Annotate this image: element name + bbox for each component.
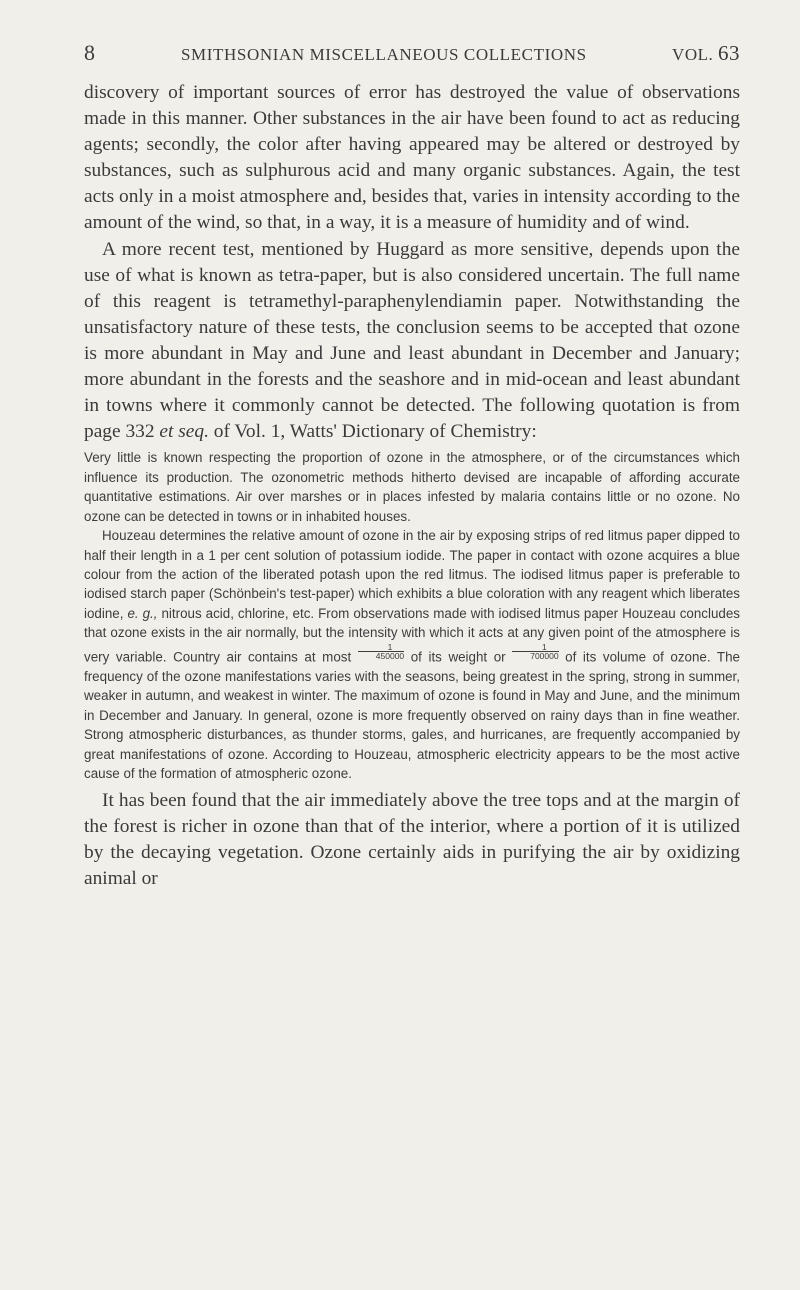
- page-number: 8: [84, 40, 96, 65]
- volume-prefix: VOL.: [672, 45, 714, 64]
- body-paragraph-2: [84, 237, 740, 446]
- fraction-weight: [358, 643, 404, 661]
- paragraph-2-text-a: A more recent test, mentioned by Huggard as more sensitive, depends upon the use of what is known as tetra-paper, but is also considered uncertain. The full name of this reagent is tetramethyl-paraphenylendiamin paper. Notwithstanding the unsatisfactory nature of these tests, the conclusion seems to be accepted that ozone is more abundant in May and June and least abundant in December and January; more abundant in the forests and the seashore and in mid-ocean and least abundant in towns where it commonly cannot be detected. The following quotation is from page 332: [84, 238, 740, 443]
- block-quotation: [84, 448, 740, 783]
- body-paragraph-3: It has been found that the air immediately above the tree tops and at the margin of the forest is richer in ozone than that of the interior, where a portion of it is utilized by the decaying vegetation. Ozone certainly aids in purifying the air by oxidizing animal or: [84, 789, 740, 889]
- quote-2-text-a: Houzeau determines the relative amount of ozone in the air by exposing strips of red litmus paper dipped to half their length in a 1 per cent solution of potassium iodide. The paper in contact with ozone acquires a blue colour from the action of the liberated potash upon the red litmus. The iodised litmus paper is preferable to iodised starch paper (Schönbein's test-paper) which exhibits a blue coloration with any reagent which liberates iodine,: [84, 528, 740, 621]
- quote-2-italic-eg: e. g.,: [127, 605, 158, 621]
- volume-number: 63: [718, 41, 740, 65]
- fraction-weight-numerator: 1: [358, 643, 404, 653]
- fraction-weight-denominator: 450000: [375, 651, 405, 662]
- fraction-volume: [512, 643, 558, 661]
- fraction-volume-numerator: 1: [512, 643, 558, 653]
- quote-2-text-d: of its volume of ozone. The frequency of the ozone manifestations varies with the seasons, being greatest in the spring, strong in summer, weaker in autumn, and weakest in winter. The maximum of ozone is found in May and June, and the minimum in December and January. In general, ozone is more frequently observed on rainy days than in fine weather. Strong atmospheric disturbances, as thunder storms, gales, and hurricanes, are frequently accompanied by great manifestations of ozone. According to Houzeau, atmospheric electricity appears to be the most active cause of the formation of atmospheric ozone.: [84, 649, 740, 782]
- running-title: SMITHSONIAN MISCELLANEOUS COLLECTIONS: [181, 45, 587, 64]
- quote-2-text-c: of its weight or: [404, 649, 513, 665]
- fraction-volume-denominator: 700000: [530, 651, 559, 662]
- paragraph-2-italic: et seq.: [159, 421, 209, 443]
- quote-paragraph-2: [84, 526, 740, 783]
- quote-paragraph-1: Very little is known respecting the proportion of ozone in the atmosphere, or of the circumstances which influence its production. The ozonometric methods hitherto devised are incapable of affording accurate quantitative estimations. Air over marshes or in places infested by malaria contains little or no ozone. No ozone can be detected in towns or in inhabited houses.: [84, 450, 740, 524]
- quote-2-text-b: nitrous acid, chlorine, etc. From observations made with iodised litmus paper Houzeau concludes that ozone exists in the air normally, but the intensity with which it acts at any given point of the atmosphere is very variable. Country air contains at most: [84, 605, 740, 665]
- book-page: [84, 40, 740, 892]
- body-paragraph-1: discovery of important sources of error has destroyed the value of observations made in this manner. Other substances in the air have been found to act as reducing agents; secondly, the color after having appeared may be altered or destroyed by substances, such as sulphurous acid and many organic substances. Again, the test acts only in a moist atmosphere and, besides that, varies in intensity according to the amount of the wind, so that, in a way, it is a measure of humidity and of wind.: [84, 82, 740, 234]
- volume-label: [672, 41, 740, 66]
- paragraph-2-text-b: of Vol. 1, Watts' Dictionary of Chemistry:: [208, 421, 537, 443]
- running-header: [84, 40, 740, 80]
